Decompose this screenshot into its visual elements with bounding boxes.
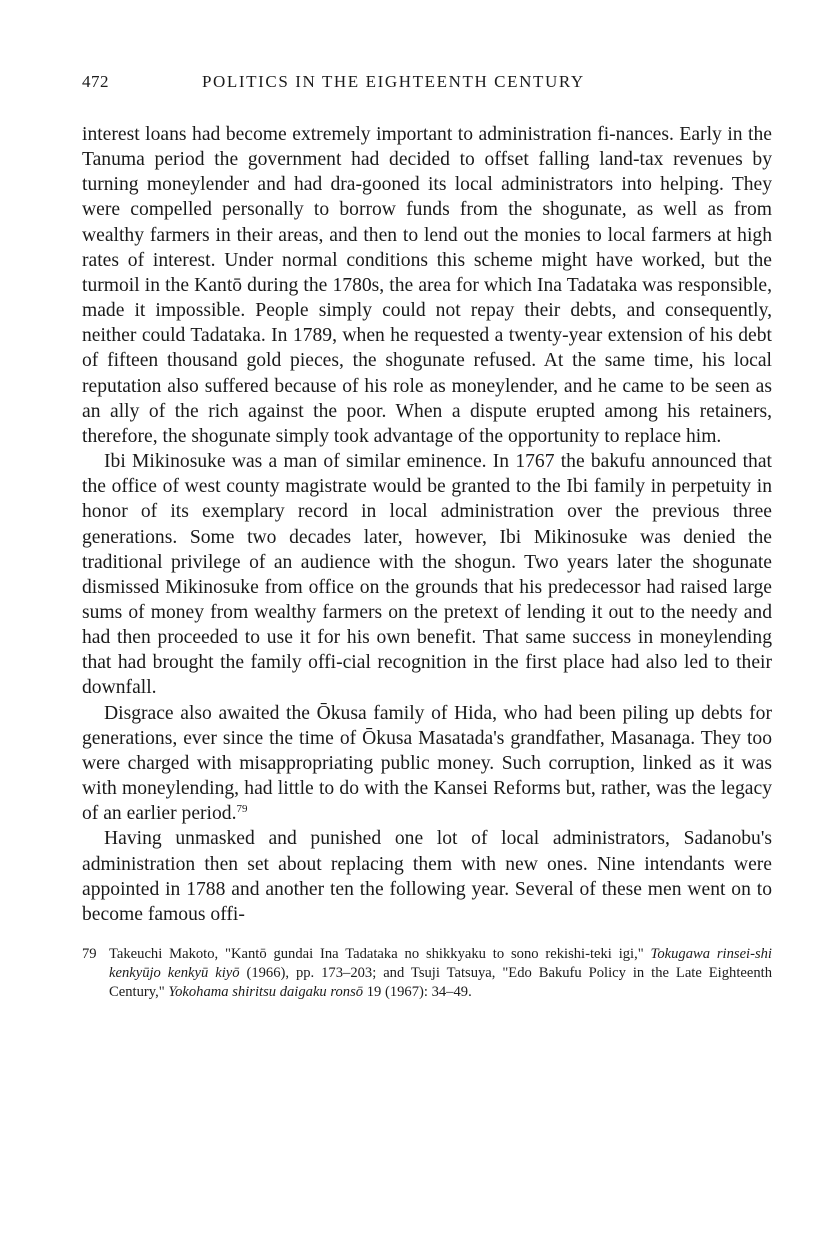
footnote-reference[interactable]: 79	[236, 803, 248, 816]
running-title: POLITICS IN THE EIGHTEENTH CENTURY	[202, 72, 585, 91]
running-header	[82, 72, 772, 98]
footnote-text-part-1: Takeuchi Makoto, "Kantō gundai Ina Tadataka no shikkyaku to sono rekishi-teki igi,"	[109, 946, 651, 962]
paragraph-4: Having unmasked and punished one lot of local administrators, Sadanobu's administration then set about replacing them with new ones. Nine intendants were appointed in 1788 and another ten the following year. Several of these men went on to become famous offi-	[82, 828, 772, 925]
footnote	[82, 945, 772, 1002]
paragraph-3-text: Disgrace also awaited the Ōkusa family of Hida, who had been piling up debts for generations, ever since the time of Ōkusa Masatada's grandfather, Masanaga. They too were charged with misappropriating public money. Such corruption, linked as it was with moneylending, had little to do with the Kansei Reforms but, rather, was the legacy of an earlier period.	[82, 702, 772, 825]
footnote-journal-title-2: Yokohama shiritsu daigaku ronsō	[168, 984, 364, 1000]
paragraph-3	[82, 701, 772, 827]
page-number: 472	[82, 72, 109, 91]
body-text	[82, 122, 772, 927]
book-page	[82, 72, 772, 1002]
paragraph-2: Ibi Mikinosuke was a man of similar eminence. In 1767 the bakufu announced that the office of west county magistrate would be granted to the Ibi family in perpetuity in honor of its exemplary record in local administration over the previous three generations. Some two decades later, however, Ibi Mikinosuke was denied the traditional privilege of an audience with the shogun. Two years later the shogunate dismissed Mikinosuke from office on the grounds that his predecessor had raised large sums of money from wealthy farmers on the pretext of lending it out to the needy and had then proceeded to use it for his own benefit. That same success in moneylending that had brought the family offi-cial recognition in the first place had also led to their downfall.	[82, 451, 772, 699]
paragraph-1: interest loans had become extremely important to administration fi-nances. Early in the Tanuma period the government had decided to offset falling land-tax revenues by turning moneylender and had dra-gooned its local administrators into helping. They were compelled personally to borrow funds from the shogunate, as well as from wealthy farmers in their areas, and then to lend out the monies to local farmers at high rates of interest. Under normal conditions this scheme might have worked, but the turmoil in the Kantō during the 1780s, the area for which Ina Tadataka was responsible, made it impossible. People simply could not repay their debts, and consequently, neither could Tadataka. In 1789, when he requested a twenty-year extension of his debt of fifteen thousand gold pieces, the shogunate refused. At the same time, his local reputation also suffered because of his role as moneylender, and he came to be seen as an ally of the rich against the poor. When a dispute erupted among his retainers, therefore, the shogunate simply took advantage of the opportunity to replace him.	[82, 124, 772, 447]
footnote-number: 79	[82, 946, 97, 962]
footnote-text-part-2: (1966), pp. 173–203; and Tsuji Tatsuya, "Edo Bakufu Policy in the Late Eighteenth Century,"	[109, 965, 772, 1000]
footnote-text-part-3: 19 (1967): 34–49.	[363, 984, 472, 1000]
footnote-journal-title-1: Tokugawa rinsei-shi kenkyūjo kenkyū kiyō	[109, 946, 772, 981]
